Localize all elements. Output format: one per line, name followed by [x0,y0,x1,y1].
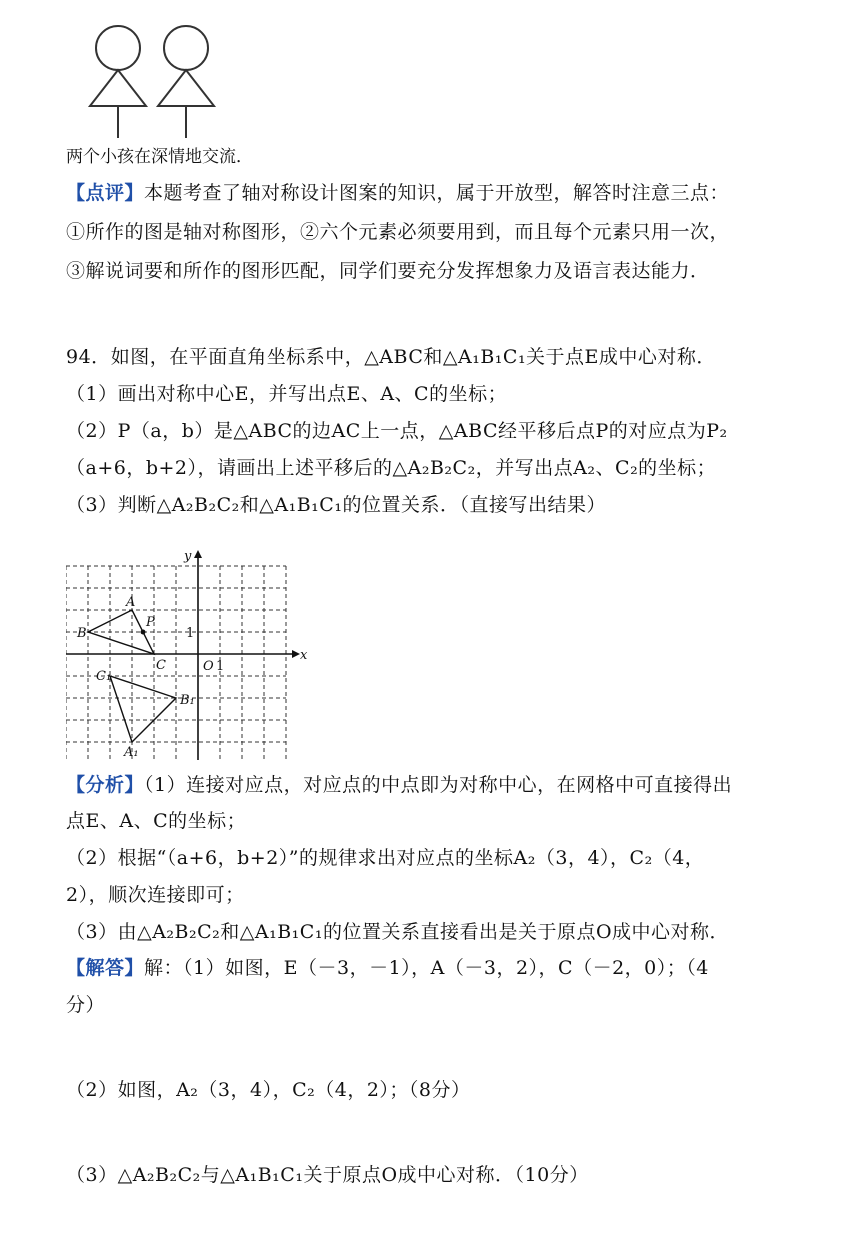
label-one-x: 1 [216,659,225,674]
analysis-line-3: （2）根据“（a+6，b+2）”的规律求出对应点的坐标A₂（3，4），C₂（4， [66,847,705,869]
right-child-body [158,70,214,106]
answer-line-2: 分） [66,994,106,1016]
question-3: （3）判断△A₂B₂C₂和△A₁B₁C₁的位置关系．（直接写出结果） [66,494,606,516]
left-child-head [96,26,140,70]
x-axis-arrow [292,650,300,658]
y-axis-arrow [194,550,202,558]
answer-line-4: （3）△A₂B₂C₂与△A₁B₁C₁关于原点O成中心对称．（10分） [66,1164,589,1186]
answer-tag: 【解答】 [66,957,145,979]
problem-stem-text: 如图，在平面直角坐标系中，△ABC和△A₁B₁C₁关于点E成中心对称． [110,346,716,368]
analysis-text-1: （1）连接对应点，对应点的中点即为对称中心，在网格中可直接得出 [144,774,733,796]
label-b: B [77,626,87,641]
comment-line-1 [66,178,729,205]
problem-stem [66,342,716,369]
comment-text-1: 本题考查了轴对称设计图案的知识，属于开放型，解答时注意三点： [144,182,730,204]
label-c1: C₁ [96,669,112,684]
answer-line-1 [66,953,709,980]
coordinate-grid-figure [66,520,316,760]
label-a1: A₁ [124,745,139,760]
analysis-line-1 [66,770,732,797]
analysis-line-4: 2），顺次连接即可； [66,884,245,906]
question-2b: （a+6，b+2），请画出上述平移后的△A₂B₂C₂，并写出点A₂、C₂的坐标； [66,457,717,479]
comment-tag: 【点评】 [66,182,145,204]
two-children-figure [80,10,230,138]
label-y-axis: y [184,549,192,564]
problem-number: 94． [66,346,111,368]
point-p [141,630,146,635]
answer-text-1: 解：（1）如图，E（－3，－1），A（－3，2），C（－2，0）；（4 [144,957,709,979]
analysis-line-5: （3）由△A₂B₂C₂和△A₁B₁C₁的位置关系直接看出是关于原点O成中心对称． [66,921,730,943]
figure-caption: 两个小孩在深情地交流． [66,147,253,167]
label-c: C [156,658,166,673]
analysis-line-2: 点E、A、C的坐标； [66,810,247,832]
comment-line-2: ①所作的图是轴对称图形，②六个元素必须要用到，而且每个元素只用一次， [66,221,730,243]
label-one-y: 1 [186,626,195,641]
right-child-head [164,26,208,70]
triangle-a1b1c1 [110,676,176,742]
comment-line-3: ③解说词要和所作的图形匹配，同学们要充分发挥想象力及语言表达能力． [66,260,710,282]
question-2a: （2）P（a，b）是△ABC的边AC上一点，△ABC经平移后点P的对应点为P₂ [66,420,728,442]
label-a: A [126,595,136,610]
analysis-tag: 【分析】 [66,774,145,796]
label-p: P [146,615,155,630]
left-child-body [90,70,146,106]
label-x-axis: x [300,648,308,663]
label-origin: O [203,659,214,674]
label-b1: B₁ [180,693,195,708]
question-1: （1）画出对称中心E，并写出点E、A、C的坐标； [66,383,508,405]
answer-line-3: （2）如图，A₂（3，4），C₂（4，2）；（8分） [66,1079,471,1101]
